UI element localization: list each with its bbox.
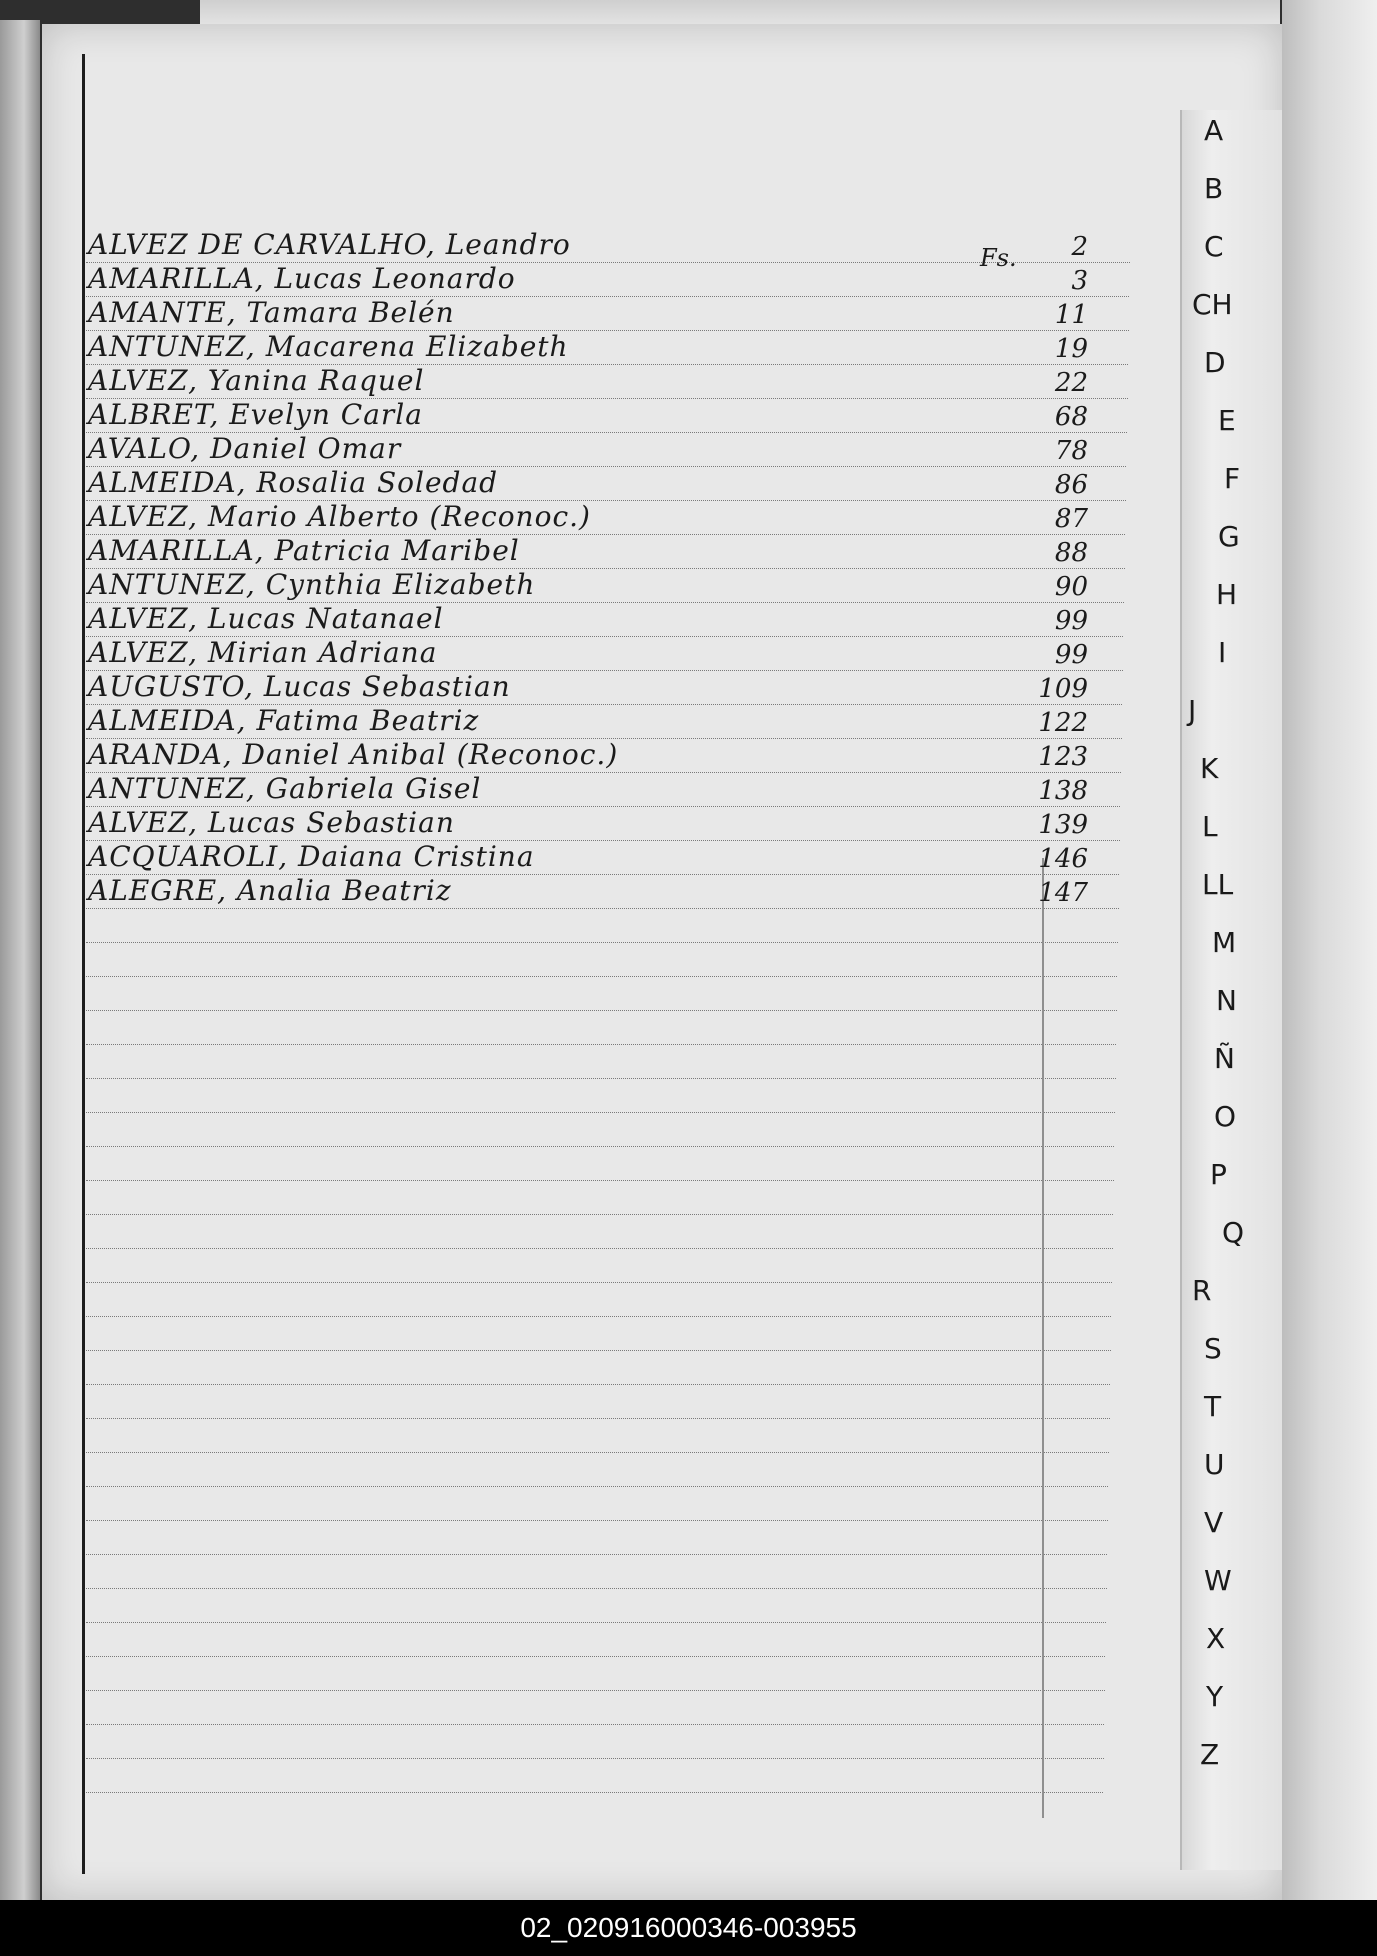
margin-rule <box>82 54 85 1874</box>
index-tab-r[interactable]: R <box>1192 1274 1212 1307</box>
entry-folio: 88 <box>1054 538 1088 568</box>
entry-name: ANTUNEZ, Macarena Elizabeth <box>88 330 569 363</box>
entry-name: AMARILLA, Patricia Maribel <box>88 534 520 567</box>
entry-name: AVALO, Daniel Omar <box>88 432 402 465</box>
entry-name: ALVEZ, Mario Alberto (Reconoc.) <box>88 500 591 533</box>
ruled-line <box>86 908 1119 909</box>
index-tab-ñ[interactable]: Ñ <box>1214 1042 1235 1075</box>
entry-name: AMANTE, Tamara Belén <box>88 296 455 329</box>
index-tab-a[interactable]: A <box>1204 114 1224 147</box>
ruled-line <box>86 1214 1113 1215</box>
image-identifier: 02_020916000346-003955 <box>520 1912 857 1943</box>
index-tab-c[interactable]: C <box>1204 230 1224 263</box>
index-tab-f[interactable]: F <box>1224 462 1241 495</box>
ruled-line <box>86 976 1117 977</box>
entry-folio: 22 <box>1054 368 1088 398</box>
entry-folio: 87 <box>1054 504 1088 534</box>
index-tab-q[interactable]: Q <box>1222 1216 1245 1249</box>
index-tab-u[interactable]: U <box>1204 1448 1225 1481</box>
index-tab-e[interactable]: E <box>1218 404 1236 437</box>
entry-folio: 109 <box>1038 674 1088 704</box>
ruled-line <box>86 1384 1110 1385</box>
index-tab-x[interactable]: X <box>1206 1622 1226 1655</box>
entry-name: ACQUAROLI, Daiana Cristina <box>88 840 535 873</box>
ruled-line <box>86 1724 1104 1725</box>
index-tab-l[interactable]: L <box>1202 810 1218 843</box>
ruled-line <box>86 1282 1112 1283</box>
index-tab-v[interactable]: V <box>1204 1506 1224 1539</box>
entry-name: ALBRET, Evelyn Carla <box>88 398 423 431</box>
entry-folio: 68 <box>1054 402 1088 432</box>
entry-folio: 139 <box>1038 810 1088 840</box>
entry-folio: 123 <box>1038 742 1088 772</box>
ruled-line <box>86 1350 1111 1351</box>
folio-header: Fs. <box>980 244 1017 272</box>
index-tab-i[interactable]: I <box>1218 636 1227 669</box>
index-tab-s[interactable]: S <box>1204 1332 1222 1365</box>
ruled-line <box>86 1248 1113 1249</box>
entry-folio: 11 <box>1054 300 1088 330</box>
ruled-line <box>86 1452 1109 1453</box>
entry-folio: 90 <box>1054 572 1088 602</box>
ruled-line <box>86 1316 1111 1317</box>
book-top-edge <box>200 0 1280 26</box>
ruled-line <box>86 1690 1105 1691</box>
index-tab-z[interactable]: Z <box>1200 1738 1220 1771</box>
entry-folio: 99 <box>1054 606 1088 636</box>
entry-name: ALMEIDA, Fatima Beatriz <box>88 704 480 737</box>
entry-name: ANTUNEZ, Cynthia Elizabeth <box>88 568 536 601</box>
index-tab-d[interactable]: D <box>1204 346 1226 379</box>
ruled-line <box>86 1044 1116 1045</box>
entry-folio: 19 <box>1054 334 1088 364</box>
index-tab-g[interactable]: G <box>1218 520 1240 553</box>
index-tab-p[interactable]: P <box>1210 1158 1227 1191</box>
ruled-line <box>86 1486 1108 1487</box>
entry-name: AMARILLA, Lucas Leonardo <box>88 262 516 295</box>
entry-name: ALVEZ DE CARVALHO, Leandro <box>88 228 571 261</box>
book-right-edge <box>1282 0 1377 1900</box>
index-tab-h[interactable]: H <box>1216 578 1238 611</box>
entry-folio: 147 <box>1038 878 1088 908</box>
ruled-line <box>86 1758 1104 1759</box>
entry-name: ALEGRE, Analia Beatriz <box>88 874 452 907</box>
entry-folio: 86 <box>1054 470 1088 500</box>
index-tab-k[interactable]: K <box>1200 752 1219 785</box>
entry-name: ALVEZ, Lucas Sebastian <box>88 806 455 839</box>
index-tab-n[interactable]: N <box>1216 984 1237 1017</box>
index-tab-m[interactable]: M <box>1212 926 1237 959</box>
entry-name: ALVEZ, Yanina Raquel <box>88 364 425 397</box>
ruled-line <box>86 1588 1107 1589</box>
index-tab-ch[interactable]: CH <box>1192 288 1233 321</box>
left-page-edge <box>0 20 40 1900</box>
entry-folio: 138 <box>1038 776 1088 806</box>
ruled-line <box>86 1112 1115 1113</box>
folio-column-rule <box>1042 858 1044 1818</box>
ruled-line <box>86 1554 1107 1555</box>
index-tab-w[interactable]: W <box>1204 1564 1232 1597</box>
entry-name: ALVEZ, Lucas Natanael <box>88 602 444 635</box>
ruled-line <box>86 1010 1117 1011</box>
entry-folio: 2 <box>1071 232 1088 262</box>
ruled-line <box>86 1656 1105 1657</box>
index-tab-j[interactable]: J <box>1188 694 1197 727</box>
entry-name: ALMEIDA, Rosalia Soledad <box>88 466 499 499</box>
index-tab-y[interactable]: Y <box>1206 1680 1224 1713</box>
ruled-line <box>86 1622 1106 1623</box>
entry-name: AUGUSTO, Lucas Sebastian <box>88 670 511 703</box>
ruled-line <box>86 942 1118 943</box>
ruled-line <box>86 1146 1114 1147</box>
entry-folio: 99 <box>1054 640 1088 670</box>
entry-name: ARANDA, Daniel Anibal (Reconoc.) <box>88 738 619 771</box>
ruled-line <box>86 1078 1116 1079</box>
entry-folio: 78 <box>1054 436 1088 466</box>
index-tab-ll[interactable]: LL <box>1202 868 1234 901</box>
ruled-line <box>86 1180 1114 1181</box>
entry-name: ALVEZ, Mirian Adriana <box>88 636 438 669</box>
entry-name: ANTUNEZ, Gabriela Gisel <box>88 772 482 805</box>
ruled-line <box>86 1520 1108 1521</box>
index-tab-t[interactable]: T <box>1204 1390 1222 1423</box>
ruled-line <box>86 1792 1103 1793</box>
index-tab-b[interactable]: B <box>1204 172 1224 205</box>
entry-folio: 146 <box>1038 844 1088 874</box>
ruled-line <box>86 1418 1110 1419</box>
index-tab-o[interactable]: O <box>1214 1100 1237 1133</box>
entry-folio: 122 <box>1038 708 1088 738</box>
entry-folio: 3 <box>1071 266 1088 296</box>
